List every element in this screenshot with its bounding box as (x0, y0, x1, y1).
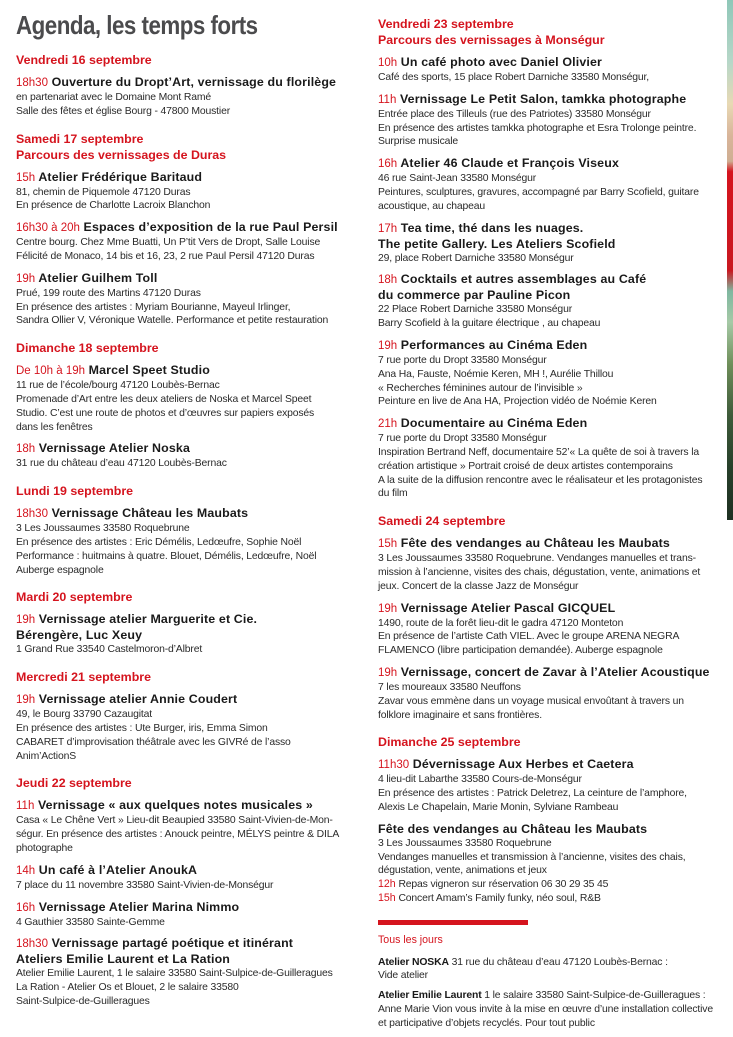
day-heading: Vendredi 16 septembre (16, 53, 152, 67)
event-title-text: Performances au Cinéma Eden (400, 337, 588, 352)
event-title (16, 506, 361, 522)
event-title (16, 936, 361, 952)
schedule-time: 15h (378, 891, 396, 904)
event-title (16, 75, 361, 91)
event-time: 10h (378, 57, 398, 69)
event-schedule-line (378, 892, 723, 906)
agenda-left-column (16, 52, 361, 1021)
event-detail: Auberge espagnole (16, 564, 104, 576)
event-title (16, 363, 361, 379)
event-detail: Atelier Emilie Laurent, 1 le salaire 33580 Saint-Sulpice-de-Guilleragues (16, 968, 333, 980)
event-time: 16h30 à 20h (16, 222, 80, 235)
event-detail: 3 Les Joussaumes 33580 Roquebrune. Vendanges manuelles et trans- (378, 553, 696, 565)
event-detail: Peinture en live de Ana HA, Projection vidéo de Noémie Keren (378, 396, 657, 408)
event-detail: Performance : huitmains à quatre. Blouet, Démélis, Ledœufre, Noël (16, 550, 317, 562)
event-item (378, 221, 723, 266)
event-title-text: Bérengère, Luc Xeuy (16, 628, 143, 643)
event-title-text: Vernissage « aux quelques notes musicales » (37, 798, 313, 813)
event-title (378, 338, 723, 354)
event-item (16, 900, 361, 930)
event-title-text: Vernissage atelier Annie Coudert (38, 692, 238, 707)
event-title (378, 92, 723, 108)
event-title-text: Espaces d’exposition de la rue Paul Persil (83, 220, 338, 235)
event-detail: jeux. Concert de la classe Jazz de Monségur (378, 580, 579, 592)
event-detail: Ana Ha, Fauste, Noémie Keren, MH !, Aurélie Thillou (378, 368, 614, 380)
event-detail: photographe (16, 842, 73, 854)
event-item (378, 536, 723, 593)
schedule-text: Repas vigneron sur réservation 06 30 29 35 45 (398, 879, 609, 891)
event-title-text: Vernissage Château les Maubats (51, 506, 249, 521)
daily-title: Tous les jours (378, 933, 443, 946)
day-section (16, 775, 361, 1008)
event-time: 16h (378, 158, 398, 171)
event-detail: acoustique, au chapeau (378, 200, 486, 212)
event-title-text: Vernissage Atelier Marina Nimmo (38, 899, 240, 914)
event-time: 18h30 (16, 77, 48, 89)
daily-item-text: 1 le salaire 33580 Saint-Sulpice-de-Guilleragues : (484, 990, 706, 1002)
event-time: 19h (378, 602, 398, 615)
event-title (378, 536, 723, 552)
event-detail: Sandra Ollier V, Véronique Watelle. Performance et petite restauration (16, 315, 329, 327)
event-detail: 29, place Robert Darniche 33580 Monségur (378, 252, 574, 264)
event-time: 18h (16, 443, 36, 456)
event-title-text: Ouverture du Dropt’Art, vernissage du florilège (51, 75, 337, 89)
event-detail: Alexis Le Chapelain, Marie Monin, Sylviane Rambeau (378, 801, 619, 813)
event-detail: Centre bourg. Chez Mme Buatti, Un P’tit Vers de Dropt, Salle Louise (16, 237, 321, 249)
event-detail: En présence des artistes : Ute Burger, iris, Emma Simon (16, 722, 268, 734)
event-title (16, 271, 361, 287)
event-title-text: The petite Gallery. Les Ateliers Scofield (378, 236, 616, 251)
event-title-text: Vernissage Atelier Noska (38, 441, 190, 456)
event-detail: En présence de Charlotte Lacroix Blanchon (16, 200, 211, 212)
event-time: 15h (378, 538, 398, 551)
event-detail: 46 rue Saint-Jean 33580 Monségur (378, 173, 537, 185)
event-time: 19h (16, 272, 36, 285)
event-time: 17h (378, 222, 398, 235)
event-detail: CABARET d’improvisation théâtrale avec les GIVRé de l’asso (16, 736, 291, 748)
event-time: 19h (378, 666, 398, 679)
event-detail: Entrée place des Tilleuls (rue des Patriotes) 33580 Monségur (378, 108, 651, 120)
event-title (16, 692, 361, 708)
event-detail: 3 Les Joussaumes 33580 Roquebrune (16, 523, 190, 535)
event-detail: ségur. En présence des artistes : Anouck peintre, MÉLYS peintre & DILA (16, 829, 340, 841)
event-detail: En présence de l’artiste Cath VIEL. Avec le groupe ARENA NEGRA (378, 631, 680, 643)
event-title (378, 757, 723, 773)
event-detail: dégustation, vente, animations et jeux (378, 865, 547, 877)
event-detail: du film (378, 488, 408, 500)
daily-item-text: et participative d’objets recyclés. Pour tout public (378, 1017, 595, 1029)
daily-item-text: Vide atelier (378, 970, 428, 982)
daily-line (378, 1003, 723, 1017)
schedule-time: 12h (378, 878, 396, 891)
decorative-image-strip (727, 0, 733, 520)
event-time: 18h (378, 274, 398, 287)
event-title (378, 822, 723, 837)
event-time: 19h (16, 614, 36, 627)
event-item (378, 822, 723, 906)
event-time: 19h (16, 694, 36, 707)
event-time: 18h30 (16, 508, 48, 521)
event-detail: 3 Les Joussaumes 33580 Roquebrune (378, 837, 552, 849)
day-subtitle: Parcours des vernissages de Duras (16, 147, 227, 162)
event-title-text: du commerce par Pauline Picon (378, 288, 571, 303)
event-detail: folklore imaginaire et sans frontières. (378, 709, 542, 721)
event-title-text: Un café photo avec Daniel Olivier (400, 55, 602, 69)
event-title-text: Vernissage Atelier Pascal GICQUEL (400, 600, 616, 615)
event-detail: En présence des artistes : Eric Démélis, Ledœufre, Sophie Noël (16, 536, 302, 548)
day-heading: Dimanche 25 septembre (378, 735, 521, 750)
daily-item-name: Atelier Emilie Laurent (378, 990, 482, 1002)
event-detail: En présence des artistes : Patrick Deletrez, La ceinture de l’amphore, (378, 788, 687, 800)
event-title (378, 237, 723, 252)
event-item (16, 220, 361, 264)
daily-line (378, 956, 723, 970)
day-heading: Mardi 20 septembre (16, 590, 133, 605)
event-detail: Prué, 199 route des Martins 47120 Duras (16, 287, 201, 299)
event-detail: Café des sports, 15 place Robert Darniche 33580 Monségur, (378, 72, 650, 83)
event-detail: FLAMENCO (libre participation demandée). Auberge espagnole (378, 645, 663, 657)
event-detail: 4 lieu-dit Labarthe 33580 Cours-de-Monségur (378, 774, 582, 786)
event-detail: 81, chemin de Piquemole 47120 Duras (16, 186, 191, 198)
event-title (378, 665, 723, 681)
event-item (16, 798, 361, 855)
event-title (16, 863, 361, 879)
day-heading: Mercredi 21 septembre (16, 670, 151, 685)
event-time: De 10h à 19h (16, 365, 86, 378)
event-title-text: Un café à l’Atelier AnoukA (38, 862, 198, 877)
event-detail: Casa « Le Chêne Vert » Lieu-dit Beaupied 33580 Saint-Vivien-de-Mon- (16, 815, 333, 827)
event-detail: La Ration - Atelier Os et Blouet, 2 le salaire 33580 (16, 982, 239, 994)
event-title-text: Dévernissage Aux Herbes et Caetera (412, 757, 634, 772)
event-detail: 7 place du 11 novembre 33580 Saint-Vivien-de-Monségur (16, 879, 274, 891)
event-title-text: Atelier Frédérique Baritaud (38, 169, 203, 184)
event-title-text: Ateliers Emilie Laurent et La Ration (16, 952, 231, 967)
event-title (16, 798, 361, 814)
event-detail: Surprise musicale (378, 136, 459, 148)
event-item (378, 156, 723, 213)
daily-line (378, 989, 723, 1003)
agenda-right-column (378, 16, 723, 1037)
event-title-text: Vernissage atelier Marguerite et Cie. (38, 612, 258, 627)
daily-line (378, 969, 723, 983)
event-detail: A la suite de la diffusion rencontre avec le réalisateur et les protagonistes (378, 474, 703, 486)
daily-item (378, 989, 723, 1030)
event-title-text: Documentaire au Cinéma Eden (400, 416, 588, 431)
event-detail: Zavar vous emmène dans un voyage musical envoûtant à travers un (378, 695, 684, 707)
event-item (378, 92, 723, 149)
event-item (378, 55, 723, 85)
event-title-text: Tea time, thé dans les nuages. (400, 220, 584, 235)
event-title (378, 55, 723, 71)
day-section (378, 16, 723, 501)
event-title-text: Atelier 46 Claude et François Viseux (400, 156, 619, 171)
event-title (378, 272, 723, 288)
event-item (16, 936, 361, 1008)
event-time: 16h (16, 901, 36, 914)
event-item (16, 170, 361, 214)
event-title-text: Fête des vendanges au Château les Maubats (400, 536, 670, 551)
schedule-text: Concert Amam’s Family funky, néo soul, R&B (398, 892, 601, 904)
event-title-text: Fête des vendanges au Château les Maubats (378, 821, 648, 836)
event-detail: « Recherches féminines autour de l’invisible » (378, 382, 583, 394)
event-title (378, 156, 723, 172)
day-heading: Lundi 19 septembre (16, 484, 134, 499)
event-title-text: Vernissage Le Petit Salon, tamkka photographe (399, 91, 687, 106)
event-item (16, 692, 361, 763)
event-detail: 49, le Bourg 33790 Cazaugitat (16, 709, 153, 721)
event-item (378, 416, 723, 501)
daily-item (378, 956, 723, 984)
daily-item-text: 31 rue du château d’eau 47120 Loubès-Bernac : (451, 956, 668, 968)
event-detail: 22 Place Robert Darniche 33580 Monségur (378, 304, 573, 316)
event-item (378, 272, 723, 331)
event-item (378, 338, 723, 409)
event-item (16, 863, 361, 893)
daily-item-text: Anne Marie Vion vous invite à la mise en œuvre d’une installation collective (378, 1004, 713, 1016)
day-heading: Vendredi 23 septembre (378, 17, 514, 31)
daily-item-name: Atelier NOSKA (378, 956, 449, 968)
event-detail: Inspiration Bertrand Neff, documentaire 52’« La quête de soi à travers la (378, 446, 699, 458)
event-title (16, 220, 361, 236)
event-detail: 7 rue porte du Dropt 33580 Monségur (378, 433, 547, 445)
day-section (16, 131, 361, 329)
event-title (378, 288, 723, 303)
event-title-text: Vernissage, concert de Zavar à l’Atelier Acoustique (400, 664, 710, 679)
day-heading: Jeudi 22 septembre (16, 776, 132, 791)
day-section (378, 734, 723, 905)
event-detail: mission à l’ancienne, visites des chais, dégustation, vente, animations et (378, 566, 701, 578)
event-title-text: Atelier Guilhem Toll (38, 270, 158, 285)
event-detail: Vendanges manuelles et transmission à l’ancienne, visites des chais, (378, 851, 686, 863)
event-title (378, 601, 723, 617)
event-title-text: Cocktails et autres assemblages au Café (400, 272, 647, 287)
event-detail: Saint-Sulpice-de-Guilleragues (16, 995, 150, 1007)
event-time: 18h30 (16, 938, 48, 951)
day-section (16, 589, 361, 657)
event-item (16, 271, 361, 328)
day-section (378, 513, 723, 722)
event-detail: création artistique » Portrait croisé de deux artistes contemporains (378, 460, 673, 472)
event-title (16, 952, 361, 967)
event-title-text: Vernissage partagé poétique et itinérant (51, 936, 294, 951)
event-title-text: Marcel Speet Studio (88, 363, 210, 378)
event-item (16, 75, 361, 119)
event-detail: Studio. C’est une route de photos et d’œuvres sur papiers exposés (16, 407, 315, 419)
event-detail: 1 Grand Rue 33540 Castelmoron-d’Albret (16, 644, 203, 656)
event-detail: En présence des artistes tamkka photographe et Esra Trolonge peintre. (378, 122, 697, 134)
day-heading: Dimanche 18 septembre (16, 341, 159, 356)
event-title (16, 612, 361, 628)
event-detail: En présence des artistes : Myriam Bourianne, Mayeul Irlinger, (16, 301, 291, 313)
event-detail: 7 les moureaux 33580 Neuffons (378, 681, 521, 693)
day-section (16, 340, 361, 471)
event-title (16, 900, 361, 916)
event-item (378, 601, 723, 658)
event-time: 15h (16, 171, 36, 184)
event-time: 14h (16, 864, 36, 877)
day-section (16, 483, 361, 577)
event-detail: 31 rue du château d’eau 47120 Loubès-Bernac (16, 458, 227, 470)
event-detail: dans les fenêtres (16, 421, 93, 433)
event-item (16, 506, 361, 577)
event-time: 11h (378, 93, 397, 106)
day-heading: Samedi 24 septembre (378, 514, 506, 529)
event-detail: Félicité de Monaco, 14 bis et 16, 23, 2 rue Paul Persil 47120 Duras (16, 250, 315, 262)
event-time: 11h (16, 800, 35, 813)
event-detail: Anim’ActionS (16, 750, 76, 762)
event-detail: 4 Gauthier 33580 Sainte-Gemme (16, 916, 165, 928)
event-title (378, 416, 723, 432)
day-subtitle: Parcours des vernissages à Monségur (378, 33, 605, 47)
red-divider (378, 920, 528, 925)
event-item (378, 757, 723, 814)
day-heading: Samedi 17 septembre (16, 131, 144, 146)
event-time: 21h (378, 418, 398, 431)
event-title (16, 628, 361, 643)
page-title: Agenda, les temps forts (16, 10, 258, 40)
event-item (16, 363, 361, 434)
event-detail: Barry Scofield à la guitare électrique , au chapeau (378, 318, 601, 330)
day-section (16, 52, 361, 119)
event-schedule-line (378, 878, 723, 892)
event-item (378, 665, 723, 722)
event-title (378, 221, 723, 237)
event-detail: Promenade d’Art entre les deux ateliers de Noska et Marcel Speet (16, 393, 312, 405)
day-section (16, 669, 361, 763)
event-detail: 7 rue porte du Dropt 33580 Monségur (378, 354, 547, 366)
event-time: 11h30 (378, 759, 410, 772)
event-title (16, 441, 361, 457)
event-time: 19h (378, 339, 398, 352)
event-item (16, 612, 361, 657)
daily-section (378, 920, 723, 1031)
event-detail: 1490, route de la forêt lieu-dit le gadra 47120 Monteton (378, 617, 624, 629)
event-detail: Salle des fêtes et église Bourg - 47800 Moustier (16, 105, 231, 117)
event-detail: 11 rue de l’école/bourg 47120 Loubès-Bernac (16, 380, 220, 392)
event-detail: Peintures, sculptures, gravures, accompagné par Barry Scofield, guitare (378, 186, 699, 198)
event-detail: en partenariat avec le Domaine Mont Ramé (16, 92, 211, 103)
event-item (16, 441, 361, 471)
event-title (16, 170, 361, 186)
